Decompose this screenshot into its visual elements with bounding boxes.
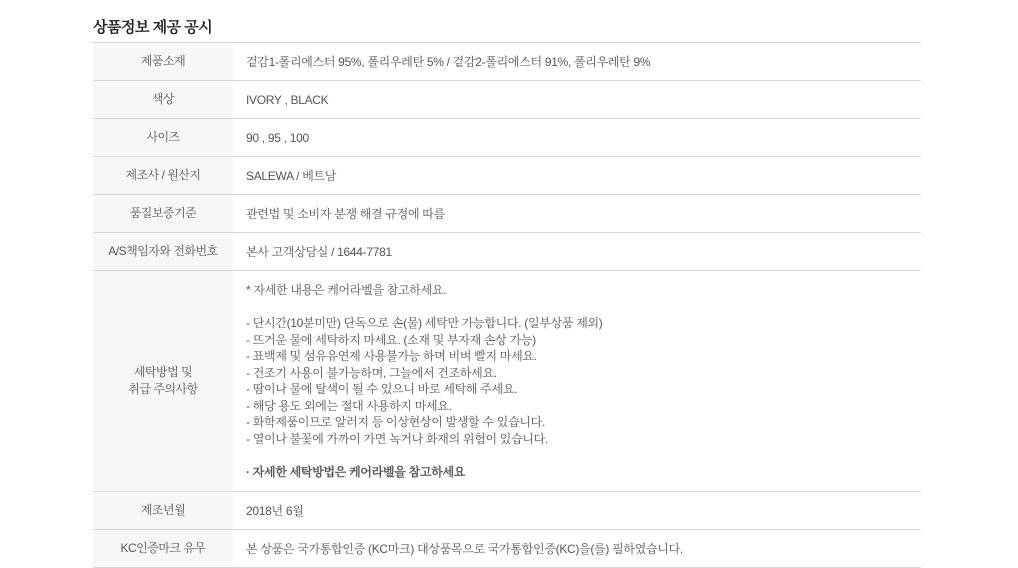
care-instruction-line xyxy=(246,447,915,464)
care-instruction-line: * 자세한 내용은 케어라벨을 참고하세요. xyxy=(246,283,447,297)
table-row-kc-mark xyxy=(93,530,921,568)
care-instruction-line: - 땀이나 물에 탈색이 될 수 있으니 바로 세탁해 주세요. xyxy=(246,382,518,396)
row-label-as-contact: A/S책임자와 전화번호 xyxy=(93,233,233,270)
table-row-color xyxy=(93,81,921,119)
row-value-material: 겉감1-폴리에스터 95%, 폴리우레탄 5% / 겉감2-폴리에스터 91%, 폴리우레탄 9% xyxy=(246,54,651,69)
row-label-material: 제품소재 xyxy=(93,43,233,80)
care-instruction-line: · 자세한 세탁방법은 케어라벨을 참고하세요 xyxy=(246,464,466,479)
row-value-washing-care xyxy=(233,271,921,491)
product-info-table xyxy=(93,42,921,568)
table-row-material xyxy=(93,43,921,81)
row-label-washing-care xyxy=(93,271,233,491)
row-value-kc-mark: 본 상품은 국가통합인증 (KC마크) 대상품목으로 국가통합인증(KC)을(를) 필하였습니다. xyxy=(246,541,683,556)
table-row-washing-care xyxy=(93,271,921,492)
row-label-kc-mark: KC인증마크 유무 xyxy=(93,530,233,567)
care-instruction-line: - 화학제품이므로 알러지 등 이상현상이 발생할 수 있습니다. xyxy=(246,415,545,429)
page-title: 상품정보 제공 공시 xyxy=(93,19,213,37)
table-row-size xyxy=(93,119,921,157)
row-label-manufacture-date: 제조년월 xyxy=(93,492,233,529)
table-row-manufacturer-origin xyxy=(93,157,921,195)
row-value-manufacture-date: 2018년 6월 xyxy=(246,503,304,518)
care-instruction-line: - 표백제 및 섬유유연제 사용불가능 하며 비벼 빨지 마세요. xyxy=(246,349,537,363)
row-label-line: 세탁방법 및 xyxy=(133,365,193,379)
care-instruction-line: - 건조기 사용이 불가능하며, 그늘에서 건조하세요. xyxy=(246,365,497,380)
row-value-as-contact: 본사 고객상담실 / 1644-7781 xyxy=(246,244,392,259)
row-value-size: 90 , 95 , 100 xyxy=(246,130,309,145)
row-value-manufacturer-origin: SALEWA / 베트남 xyxy=(246,168,337,183)
row-label-manufacturer-origin: 제조사 / 원산지 xyxy=(93,157,233,194)
care-instruction-line: - 단시간(10분미만) 단독으로 손(물) 세탁만 가능합니다. (일부상품 제외) xyxy=(246,316,603,330)
row-label-quality-guarantee: 품질보증기준 xyxy=(93,195,233,232)
row-value-quality-guarantee: 관련법 및 소비자 분쟁 해결 규정에 따름 xyxy=(246,206,445,221)
row-label-color: 색상 xyxy=(93,81,233,118)
row-label-line: 취급 주의사항 xyxy=(128,382,198,396)
table-row-manufacture-date xyxy=(93,492,921,530)
row-value-color: IVORY , BLACK xyxy=(246,92,329,107)
row-label-size: 사이즈 xyxy=(93,119,233,156)
care-instruction-line: - 해당 용도 외에는 절대 사용하지 마세요. xyxy=(246,398,452,413)
table-row-as-contact xyxy=(93,233,921,271)
table-row-quality-guarantee xyxy=(93,195,921,233)
care-instruction-line xyxy=(246,299,915,316)
care-instruction-line: - 뜨거운 물에 세탁하지 마세요. (소재 및 부자재 손상 가능) xyxy=(246,332,536,347)
care-instruction-line: - 열이나 불꽃에 가까이 가면 녹거나 화재의 위험이 있습니다. xyxy=(246,431,549,446)
